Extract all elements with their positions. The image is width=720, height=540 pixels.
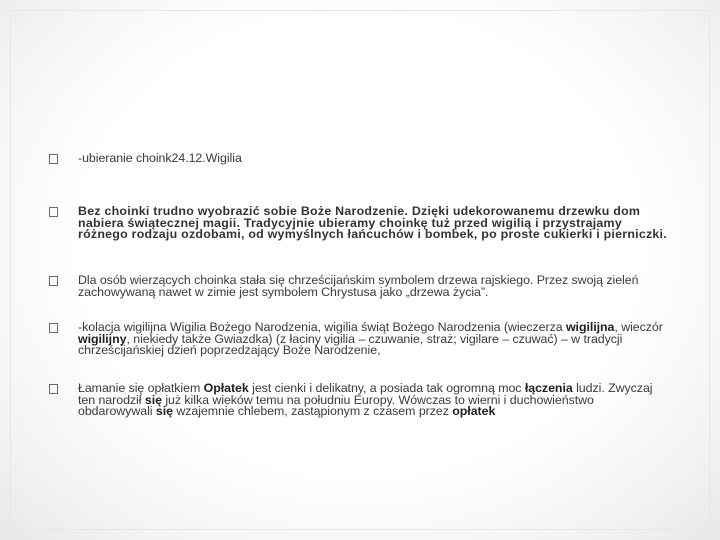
bold-term: wigilijny [78, 331, 127, 346]
bullet-item [49, 383, 669, 418]
bullet-item [49, 322, 669, 357]
bold-term: wigilijna [565, 320, 615, 334]
bullet-item [49, 153, 669, 165]
bullet-item [49, 206, 669, 241]
bullet-box-icon [49, 207, 58, 217]
bold-term: Opłatek [203, 381, 249, 395]
bold-term: się [155, 404, 173, 418]
bullet-text: Łamanie się opłatkiem Opłatek jest cienki i delikatny, a posiada tak ogromną moc łączenia ludzi. Zwyczaj ten narodził się już kilka wieków temu na południu Europy. Wówczas to wierni i duchowieństwo obdarowywali się wzajemnie chlebem, zastąpionym z czasem przez opłatek [78, 381, 653, 418]
bullet-text: -ubieranie choink24.12.Wigilia [78, 151, 242, 165]
bold-term: się [144, 392, 162, 407]
bullet-box-icon [49, 276, 58, 286]
bullet-box-icon [49, 323, 58, 333]
slide-frame [10, 10, 710, 530]
bullet-text: -kolacja wigilijna Wigilia Bożego Narodzenia, wigilia świąt Bożego Narodzenia (wieczerza wigilijna, wieczór wigilijny, niekiedy także Gwiazdka) (z łaciny vigilia – czuwanie, straż; vigilare – czuwać) – w tradycji chrześcijańskiej dzień poprzedzający Boże Narodzenie, [78, 320, 663, 357]
bullet-item [49, 275, 669, 298]
bullet-box-icon [49, 154, 58, 164]
bullet-text: Bez choinki trudno wyobrazić sobie Boże Narodzenie. Dzięki udekorowanemu drzewku dom nabiera świątecznej magii. Tradycyjnie ubieramy choinkę tuż przed wigilią i przystrajamy różnego rodzaju ozdobami, od wymyślnych łańcuchów i bombek, po proste cukierki i pierniczki. [78, 204, 667, 241]
bold-term: łączenia [524, 381, 573, 395]
bold-term: opłatek [452, 404, 496, 418]
bullet-text: Dla osób wierzących choinka stała się chrześcijańskim symbolem drzewa rajskiego. Przez swoją zieleń zachowywaną nawet w zimie jest symbolem Chrystusa jako „drzewa życia”. [78, 273, 639, 299]
bullet-box-icon [49, 384, 58, 394]
